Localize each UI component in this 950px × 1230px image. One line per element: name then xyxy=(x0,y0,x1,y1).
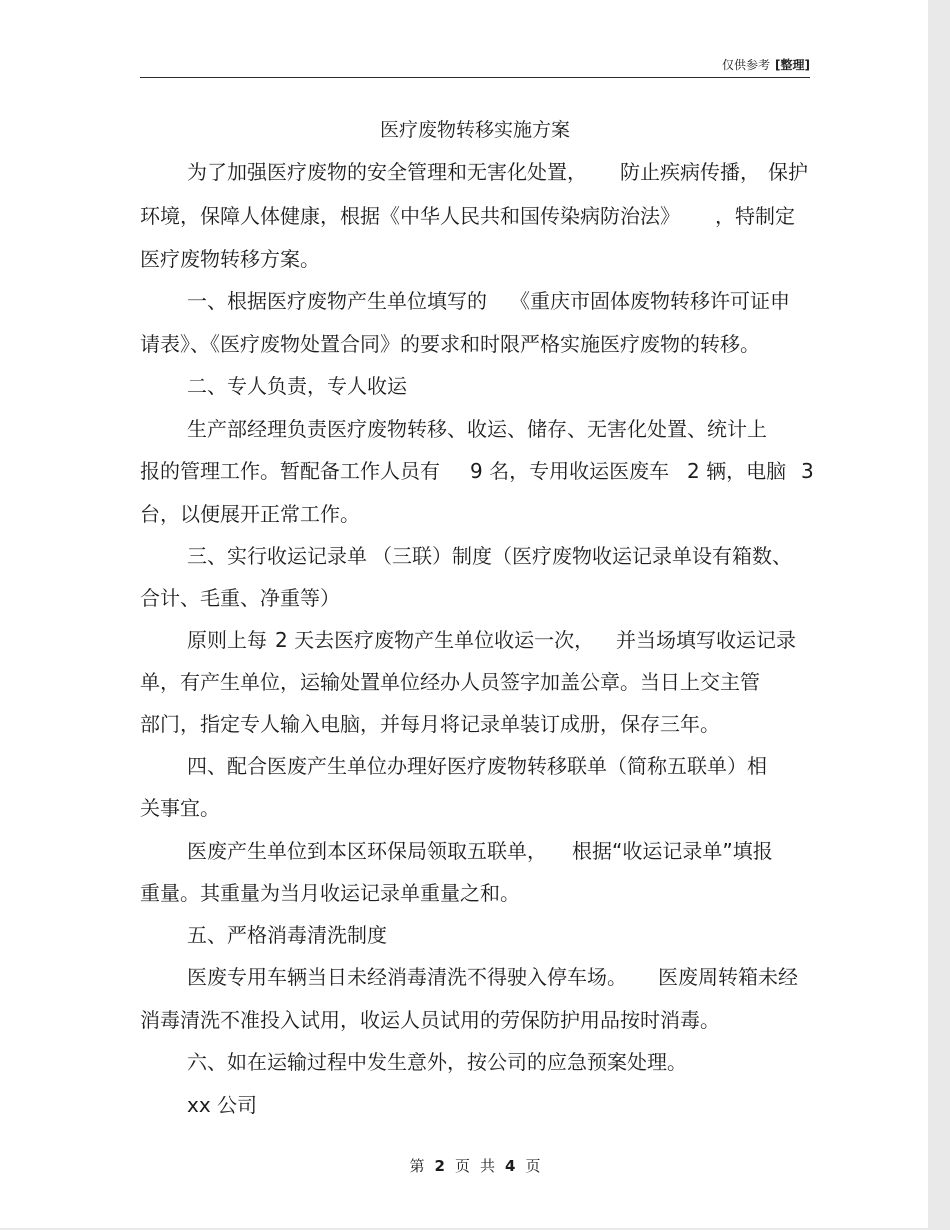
text-segment: 五、严格消毒清洗制度 xyxy=(187,923,387,947)
text-segment: 关事宜。 xyxy=(140,796,220,820)
body-line xyxy=(0,502,928,526)
text-segment: 报的管理工作。暂配备工作人员有 xyxy=(140,459,440,483)
text-segment: 单，有产生单位，运输处置单位经办人员签字加盖公章。当日上交主管 xyxy=(140,670,760,694)
text-segment: 防止疾病传播， xyxy=(620,160,760,184)
text-segment: 二、专人负责，专人收运 xyxy=(187,374,407,398)
body-line xyxy=(0,923,928,947)
header-divider xyxy=(140,77,810,78)
page-header xyxy=(140,57,810,73)
text-segment: 为了加强医疗废物的安全管理和无害化处置， xyxy=(187,160,587,184)
text-segment: 台，以便展开正常工作。 xyxy=(140,502,360,526)
text-segment: xx 公司 xyxy=(187,1093,258,1117)
text-segment: 四、配合医废产生单位办理好医疗废物转移联单（简称五联单）相 xyxy=(187,754,767,778)
body-line xyxy=(0,204,928,228)
body-line xyxy=(0,544,928,568)
total-pages-number: 4 xyxy=(505,1157,516,1175)
text-segment: 重量。其重量为当月收运记录单重量之和。 xyxy=(140,881,520,905)
body-line xyxy=(0,754,928,778)
body-line xyxy=(0,247,928,271)
footer-prefix: 第 xyxy=(409,1157,425,1175)
text-segment: 3 xyxy=(801,459,814,483)
text-segment: 请表》、《医疗废物处置合同》的要求和时限严格实施医疗废物的转移。 xyxy=(140,332,760,356)
header-note: 仅供参考 xyxy=(722,58,771,72)
text-segment: 2 天去医疗废物产生单位收运一次， xyxy=(275,628,595,652)
body-line xyxy=(0,586,928,610)
text-segment: 并当场填写收运记录 xyxy=(616,628,796,652)
body-line xyxy=(0,160,928,184)
footer-page-unit: 页 xyxy=(454,1157,470,1175)
page-number-footer xyxy=(140,1155,810,1177)
body-line xyxy=(0,1093,928,1117)
text-segment: 部门，指定专人输入电脑，并每月将记录单装订成册，保存三年。 xyxy=(140,712,720,736)
body-line xyxy=(0,289,928,313)
text-segment: ，特制定 xyxy=(715,204,795,228)
body-line xyxy=(0,881,928,905)
footer-suffix: 页 xyxy=(525,1157,541,1175)
footer-total-prefix: 共 xyxy=(480,1157,496,1175)
document-title: 医疗废物转移实施方案 xyxy=(379,119,570,141)
text-segment: 《重庆市固体废物转移许可证申 xyxy=(510,289,790,313)
body-line xyxy=(0,374,928,398)
current-page-number: 2 xyxy=(434,1157,445,1175)
body-line xyxy=(0,796,928,820)
body-line xyxy=(0,628,928,652)
body-line xyxy=(0,839,928,863)
body-line xyxy=(0,1008,928,1032)
body-line xyxy=(0,459,928,483)
text-segment: 三、实行收运记录单 xyxy=(187,544,367,568)
body-line xyxy=(0,712,928,736)
text-segment: 2 辆，电脑 xyxy=(687,459,787,483)
text-segment: 六、如在运输过程中发生意外，按公司的应急预案处理。 xyxy=(187,1050,687,1074)
body-line xyxy=(0,670,928,694)
text-segment: （三联）制度（医疗废物收运记录单设有箱数、 xyxy=(372,544,792,568)
text-segment: 合计、毛重、净重等） xyxy=(140,586,340,610)
text-segment: 保护 xyxy=(768,160,808,184)
text-segment: 一、根据医疗废物产生单位填写的 xyxy=(187,289,487,313)
body-line xyxy=(0,1050,928,1074)
header-tag: [整理] xyxy=(775,58,810,72)
text-segment: 医废周转箱未经 xyxy=(658,965,798,989)
text-segment: 医废专用车辆当日未经消毒清洗不得驶入停车场。 xyxy=(187,965,627,989)
text-segment: 原则上每 xyxy=(187,628,267,652)
body-line xyxy=(0,417,928,441)
text-segment: 9 名，专用收运医废车 xyxy=(470,459,670,483)
text-segment: 根据“收运记录单”填报 xyxy=(572,839,773,863)
text-segment: 医疗废物转移方案。 xyxy=(140,247,320,271)
text-segment: 消毒清洗不准投入试用，收运人员试用的劳保防护用品按时消毒。 xyxy=(140,1008,720,1032)
body-line xyxy=(0,965,928,989)
text-segment: 医废产生单位到本区环保局领取五联单， xyxy=(187,839,547,863)
body-line xyxy=(0,332,928,356)
text-segment: 环境，保障人体健康，根据《中华人民共和国传染病防治法》 xyxy=(140,204,680,228)
text-segment: 生产部经理负责医疗废物转移、收运、储存、无害化处置、统计上 xyxy=(187,417,767,441)
